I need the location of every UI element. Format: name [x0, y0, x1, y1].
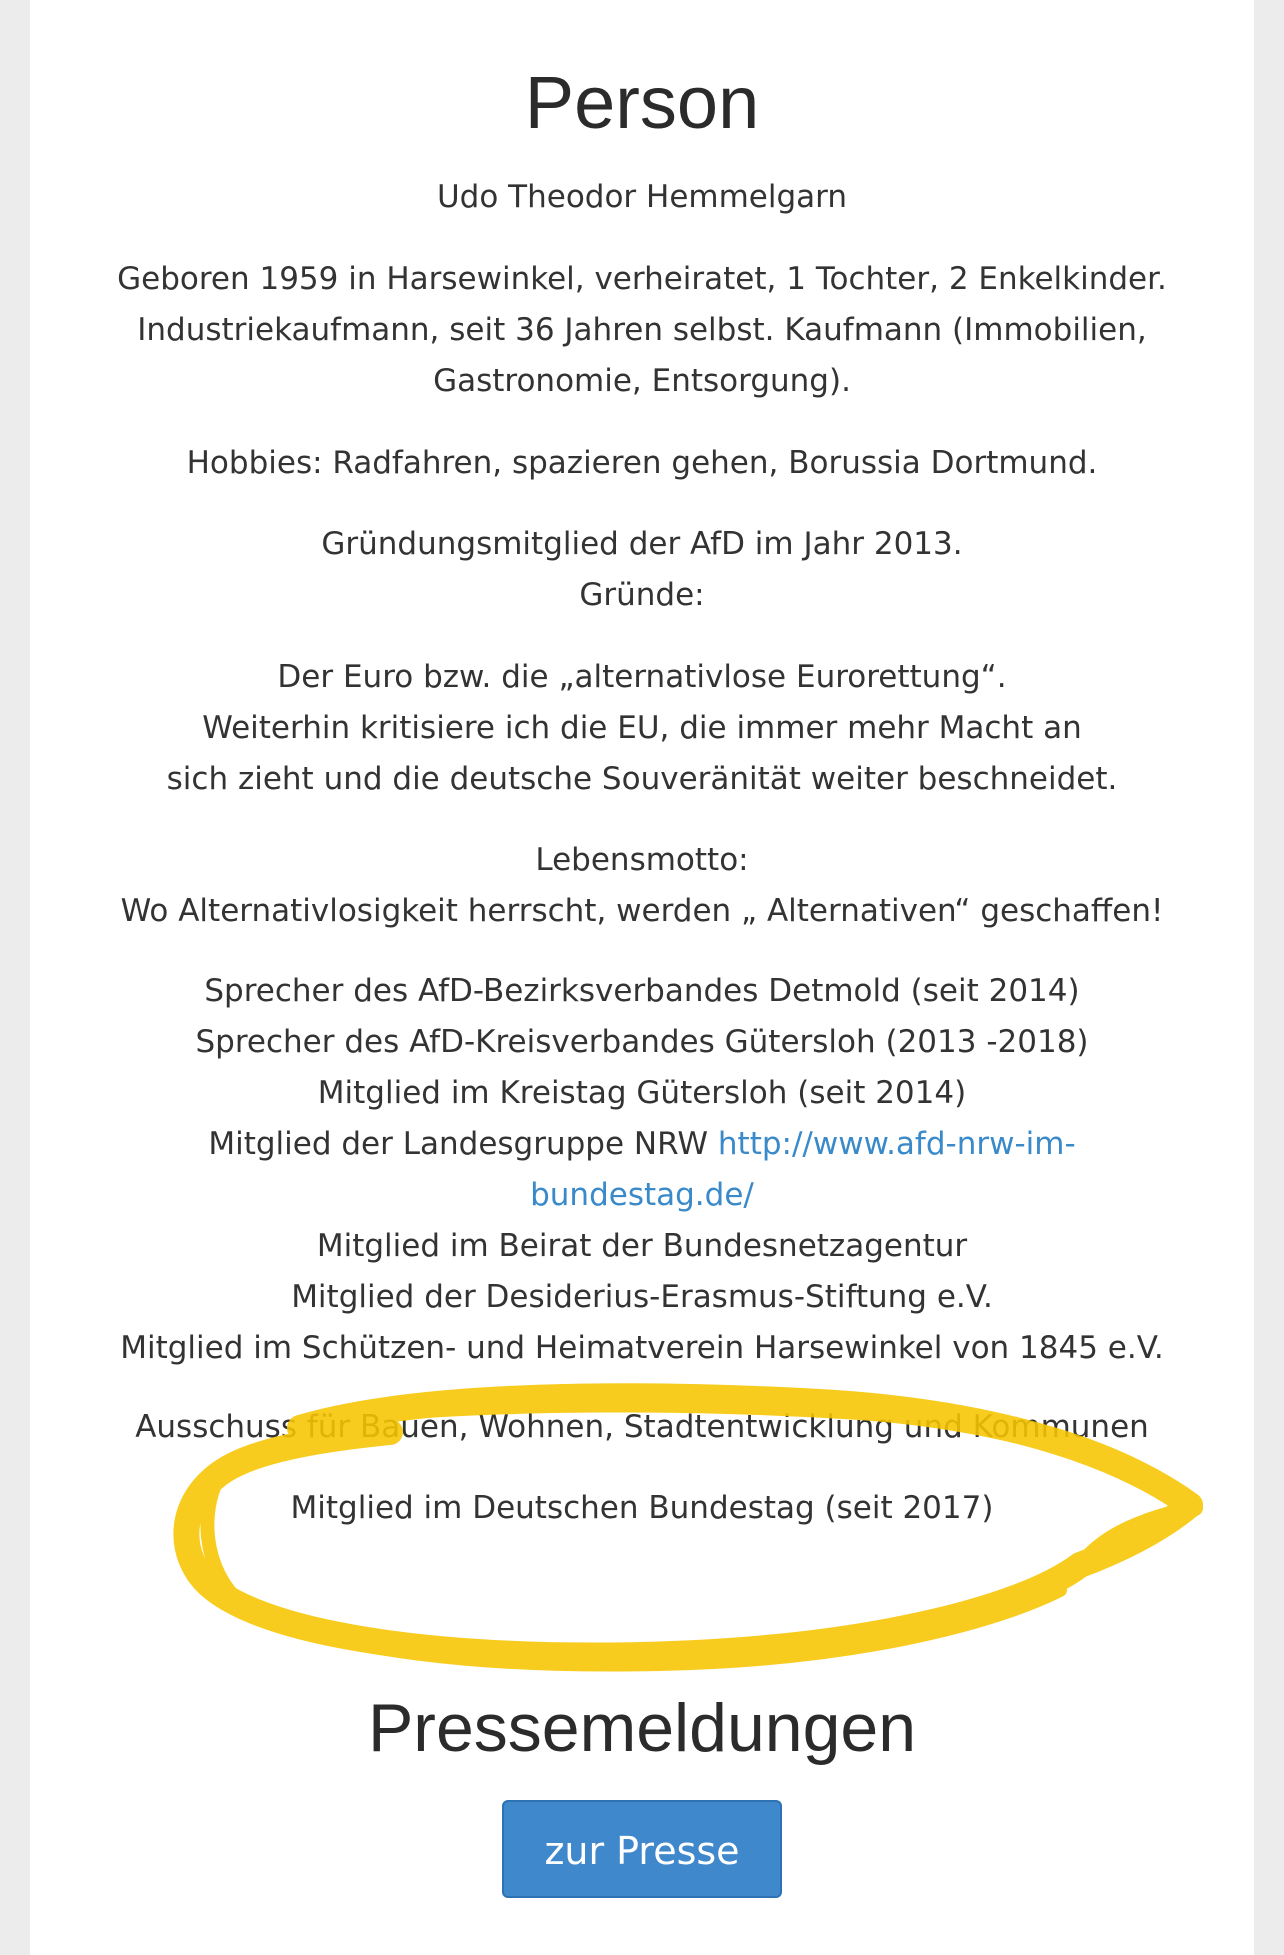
role-item: Mitglied im Schützen- und Heimatverein Harsewinkel von 1845 e.V.	[120, 1330, 1164, 1366]
hobbies-paragraph: Hobbies: Radfahren, spazieren gehen, Borussia Dortmund.	[186, 445, 1098, 481]
reason-line: sich zieht und die deutsche Souveränität weiter beschneidet.	[166, 761, 1118, 797]
motto-text: Wo Alternativlosigkeit herrscht, werden „ Alternativen“ geschaffen!	[120, 893, 1164, 929]
bio-paragraph	[50, 254, 1234, 407]
motto-paragraph	[50, 835, 1234, 937]
role-item: Mitglied im Kreistag Gütersloh (seit 2014)	[317, 1075, 967, 1111]
roles-list	[50, 966, 1234, 1374]
founding-line: Gründungsmitglied der AfD im Jahr 2013.	[321, 526, 963, 562]
bio-line: Geboren 1959 in Harsewinkel, verheiratet, 1 Tochter, 2 Enkelkinder.	[117, 261, 1167, 297]
role-item-landesgruppe-cont	[50, 1170, 1234, 1221]
landesgruppe-link[interactable]: http://www.afd-nrw-im-	[717, 1126, 1076, 1162]
page-title: Person	[524, 61, 760, 144]
founding-line: Gründe:	[579, 577, 705, 613]
bundestag-paragraph: Mitglied im Deutschen Bundestag (seit 2017)	[290, 1490, 994, 1526]
role-item: Sprecher des AfD-Kreisverbandes Gütersloh (2013 -2018)	[195, 1024, 1089, 1060]
bio-line: Gastronomie, Entsorgung).	[433, 363, 851, 399]
person-name: Udo Theodor Hemmelgarn	[436, 179, 848, 215]
role-item: Sprecher des AfD-Bezirksverbandes Detmold (seit 2014)	[204, 973, 1080, 1009]
committee-paragraph: Ausschuss für Bauen, Wohnen, Stadtentwicklung und Kommunen	[135, 1409, 1149, 1445]
landesgruppe-link-cont[interactable]: bundestag.de/	[530, 1177, 754, 1213]
press-button[interactable]: zur Presse	[502, 1800, 782, 1898]
content-card	[30, 0, 1254, 1955]
motto-label: Lebensmotto:	[535, 842, 749, 878]
role-item: Mitglied im Beirat der Bundesnetzagentur	[316, 1228, 968, 1264]
role-item: Mitglied der Desiderius-Erasmus-Stiftung e.V.	[291, 1279, 993, 1315]
reason-line: Weiterhin kritisiere ich die EU, die immer mehr Macht an	[202, 710, 1082, 746]
role-item-landesgruppe: Mitglied der Landesgruppe NRW http://www.afd-nrw-im-	[208, 1126, 1076, 1162]
reason-line: Der Euro bzw. die „alternativlose Eurorettung“.	[277, 659, 1007, 695]
bio-line: Industriekaufmann, seit 36 Jahren selbst. Kaufmann (Immobilien,	[137, 312, 1147, 348]
press-heading: Pressemeldungen	[367, 1690, 917, 1766]
founding-paragraph	[50, 519, 1234, 621]
reasons-paragraph	[50, 652, 1234, 805]
